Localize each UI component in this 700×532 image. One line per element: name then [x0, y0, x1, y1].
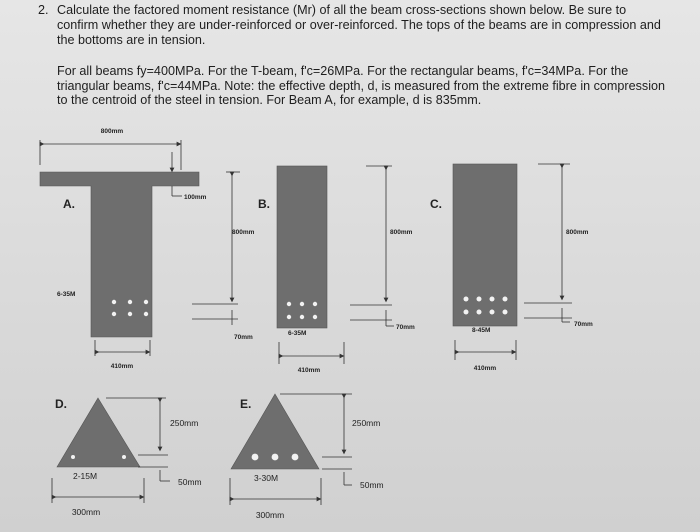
- beam-d-height: 250mm: [170, 418, 199, 428]
- beam-e-cover: 50mm: [360, 480, 384, 490]
- beam-c-depth: 800mm: [390, 229, 413, 236]
- beam-b-depth: 800mm: [232, 229, 255, 236]
- beam-c-width: 410mm: [473, 365, 497, 372]
- beam-c-concrete: [453, 164, 517, 326]
- material-line-2: triangular beams, f'c=44MPa. Note: the effective depth, d, is measured from the extreme fibre in compression: [57, 78, 666, 93]
- beam-d-bars-label: 2-15M: [73, 471, 98, 481]
- question-line-1: Calculate the factored moment resistance (Mr) of all the beam cross-sections shown below. Be sure to: [57, 3, 627, 17]
- beam-a-bars-label: 6-35M: [57, 291, 76, 298]
- beam-e-bars-label: 3-30M: [254, 473, 279, 483]
- beam-a-flange-width: 800mm: [100, 128, 124, 135]
- question-line-3: the bottoms are in tension.: [57, 33, 206, 47]
- beam-d-label: D.: [55, 397, 67, 411]
- beam-a-flange-thickness: 100mm: [184, 194, 207, 201]
- beam-b-bars-label: 6-35M: [288, 330, 307, 337]
- beam-a-cover: 70mm: [234, 334, 253, 341]
- beam-c-rectangular: [390, 164, 593, 372]
- beam-c-cover: 70mm: [574, 321, 593, 328]
- beam-d-cover: 50mm: [178, 477, 202, 487]
- beam-c-depth-right: 800mm: [566, 229, 589, 236]
- material-line-1: For all beams fy=400MPa. For the T-beam, f'c=26MPa. For the rectangular beams, f'c=34MPa. For the: [57, 64, 629, 78]
- beam-a-label: A.: [63, 197, 75, 211]
- question-line-2: confirm whether they are under-reinforced or over-reinforced. The tops of the beams are in compression and: [57, 18, 661, 32]
- beam-e-triangular: [230, 394, 384, 520]
- beam-b-label: B.: [258, 197, 270, 211]
- question-number: 2.: [38, 3, 49, 17]
- beam-d-triangular: [52, 397, 202, 517]
- beam-a-t-section: [40, 128, 253, 370]
- material-line-3: to the centroid of the steel in tension. For Beam A, for example, d is 835mm.: [57, 93, 482, 108]
- beam-e-base: 300mm: [255, 510, 285, 520]
- beam-b-rectangular: [232, 166, 415, 374]
- beam-c-bars-label: 8-45M: [472, 327, 491, 334]
- beam-a-web-width: 410mm: [110, 363, 134, 370]
- beam-b-cover: 70mm: [396, 324, 415, 331]
- beam-e-label: E.: [240, 397, 252, 411]
- beam-e-height: 250mm: [352, 418, 381, 428]
- beam-b-width: 410mm: [297, 367, 321, 374]
- beam-d-concrete: [57, 398, 140, 467]
- beam-c-label: C.: [430, 197, 442, 211]
- beam-d-base: 300mm: [71, 507, 101, 517]
